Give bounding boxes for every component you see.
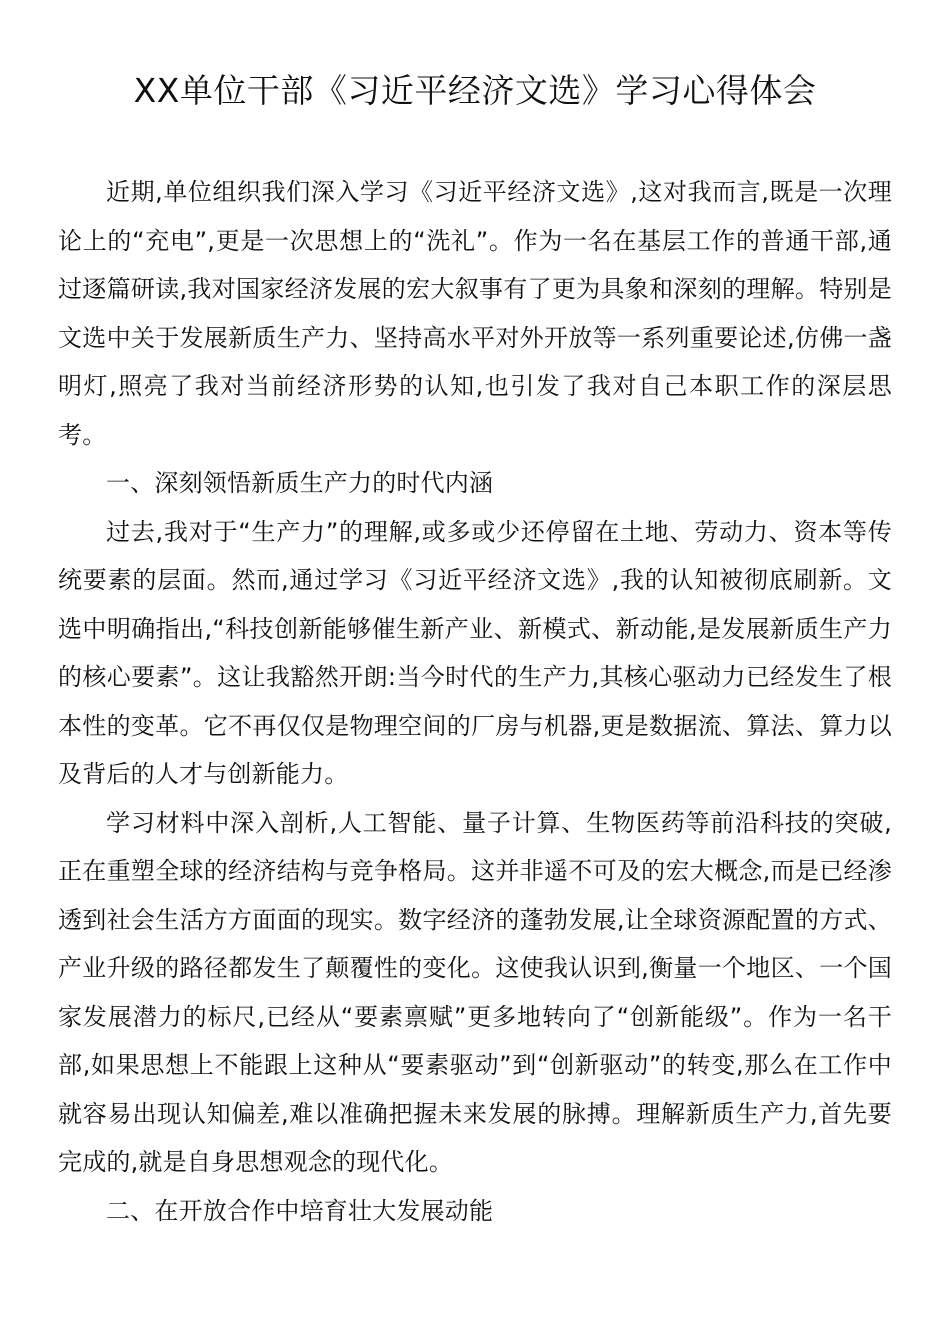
intro-paragraph: 近期,单位组织我们深入学习《习近平经济文选》,这对我而言,既是一次理论上的“充电”,更是一次思想上的“洗礼”。作为一名在基层工作的普通干部,通过逐篇研读,我对国家经济发展的宏大叙事有了更为具象和深刻的理解。特别是文选中关于发展新质生产力、坚持高水平对外开放等一系列重要论述,仿佛一盏明灯,照亮了我对当前经济形势的认知,也引发了我对自己本职工作的深层思考。 (58, 178, 892, 449)
document-title: XX单位干部《习近平经济文选》学习心得体会 (133, 71, 817, 110)
section-heading-1: 一、深刻领悟新质生产力的时代内涵 (106, 469, 494, 497)
section-heading-2: 二、在开放合作中培育壮大发展动能 (106, 1196, 494, 1225)
section-1-paragraph-1: 过去,我对于“生产力”的理解,或多或少还停留在土地、劳动力、资本等传统要素的层面。然而,通过学习《习近平经济文选》,我的认知被彻底刷新。文选中明确指出,“科技创新能够催生新产业、新模式、新动能,是发展新质生产力的核心要素”。这让我豁然开朗:当今时代的生产力,其核心驱动力已经发生了根本性的变革。它不再仅仅是物理空间的厂房与机器,更是数据流、算法、算力以及背后的人才与创新能力。 (58, 517, 892, 788)
document-body (58, 168, 892, 1235)
section-1-paragraph-2: 学习材料中深入剖析,人工智能、量子计算、生物医药等前沿科技的突破,正在重塑全球的经济结构与竞争格局。这并非遥不可及的宏大概念,而是已经渗透到社会生活方方面面的现实。数字经济的蓬勃发展,让全球资源配置的方式、产业升级的路径都发生了颠覆性的变化。这使我认识到,衡量一个地区、一个国家发展潜力的标尺,已经从“要素禀赋”更多地转向了“创新能级”。作为一名干部,如果思想上不能跟上这种从“要素驱动”到“创新驱动”的转变,那么在工作中就容易出现认知偏差,难以准确把握未来发展的脉搏。理解新质生产力,首先要完成的,就是自身思想观念的现代化。 (58, 808, 892, 1176)
